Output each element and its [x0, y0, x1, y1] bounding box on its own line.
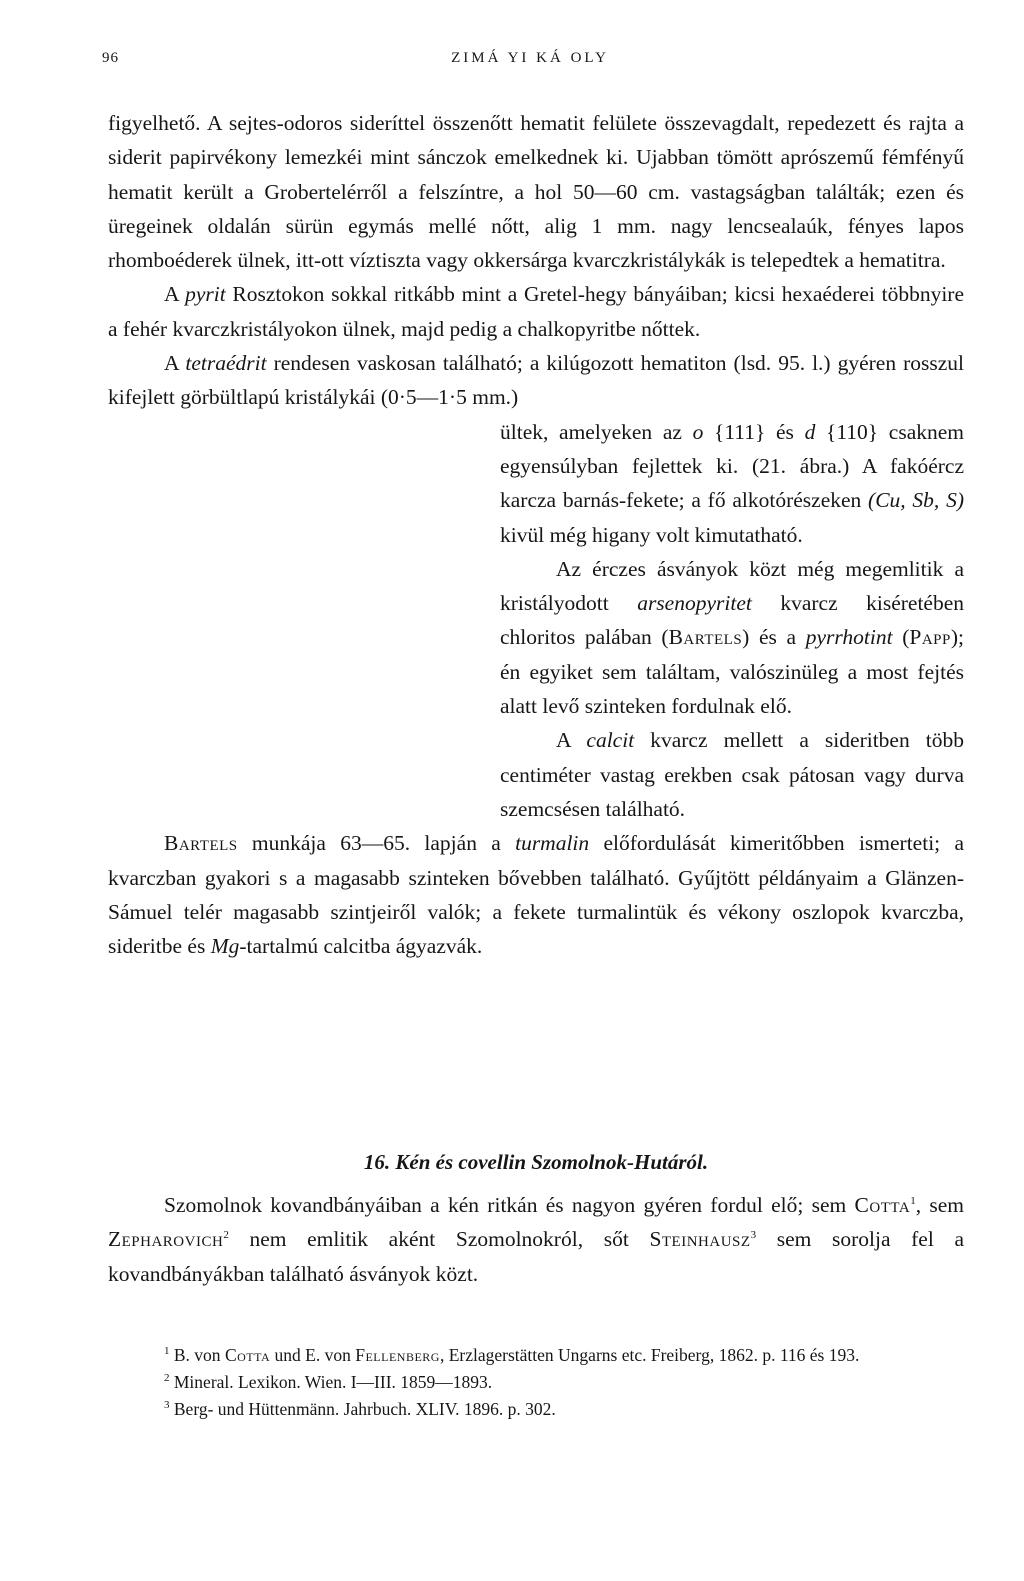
paragraph-calcit: [500, 723, 964, 826]
text: , sem: [915, 1193, 964, 1217]
author-name: Papp: [909, 625, 951, 650]
paragraph-tetraedrit-cont: [500, 415, 964, 552]
footnote-number: 3: [164, 1399, 170, 1412]
footnote-ref: 1: [910, 1194, 916, 1207]
text: előfordulását kimeritőbben ismerteti; a kvarczban gyakori s a magasabb szinteken bővebben található. Gyűjtött példányaim a Glänzen-Sámuel telér magasabb szintjeiről valók; a fekete turmalintük és vékony oszlopok kvarczba, sideritbe és: [108, 831, 964, 959]
text: ültek, amelyeken az: [500, 419, 693, 444]
author-name: Zepharovich: [108, 1227, 224, 1252]
text: A: [164, 351, 186, 376]
mineral-name: turmalin: [515, 831, 590, 856]
symbol: d: [804, 419, 816, 444]
text: sem sorolja fel a kovandbányákban található ásványok közt.: [108, 1227, 964, 1286]
author-name: Bartels: [164, 831, 238, 856]
formula: (Cu, Sb, S): [868, 488, 964, 513]
page-number: 96: [102, 50, 119, 66]
mineral-name: arsenopyritet: [637, 591, 752, 616]
text: kivül még higany volt kimutatható.: [500, 522, 803, 547]
mineral-name: calcit: [586, 728, 635, 753]
text: Mineral. Lexikon. Wien. I—III. 1859—1893.: [169, 1372, 493, 1392]
footnote-number: 2: [164, 1372, 170, 1385]
author-name: Fellenberg: [355, 1345, 440, 1365]
paragraph-ken: [108, 1188, 964, 1291]
mineral-name: pyrrhotint: [805, 625, 893, 650]
author-name: Cotta: [854, 1193, 911, 1217]
element-symbol: Mg: [210, 934, 240, 959]
text: nem emlitik aként Szomolnokról, sőt: [228, 1227, 650, 1252]
footnote-ref: 2: [223, 1229, 229, 1242]
text: B. von: [169, 1345, 225, 1365]
footnote-3: [108, 1396, 964, 1423]
section-heading: 16. Kén és covellin Szomolnok-Hutáról.: [363, 1150, 709, 1174]
footnote-1: [108, 1342, 964, 1369]
footnotes: [108, 1342, 964, 1423]
paragraph-arsenopyrit: [500, 552, 964, 723]
footnote-ref: 3: [750, 1229, 757, 1242]
running-title: ZIMÁ YI KÁ OLY: [451, 50, 609, 66]
author-name: Bartels: [668, 625, 743, 650]
text: A: [164, 282, 186, 307]
footnote-number: 1: [164, 1345, 170, 1358]
text: kvarcz kiséretében chloritos palában (: [500, 591, 965, 650]
symbol: o: [692, 419, 704, 444]
paragraph-tetraedrit: [108, 346, 964, 415]
mineral-name: tetraédrit: [185, 351, 267, 376]
mineral-name: pyrit: [185, 282, 226, 307]
paragraph-hematit: figyelhető. A sejtes-odoros sideríttel összenőtt hematit felülete összevagdalt, repedezett és rajta a siderit papirvékony lemezkéi mint sánczok emelkednek ki. Ujabban tömött aprószemű fémfényű hematit került a Grobertelérről a felszíntre, a hol 50—60 cm. vastagságban találták; ezen és üregeinek oldalán sürün egymás mellé nőtt, alig 1 mm. nagy lencsealaúk, fényes lapos rhomboéderek ülnek, itt-ott víztiszta vagy okkersárga kvarczkristálykák is telepedtek a hematitra.: [108, 111, 964, 273]
text: -tartalmú calcitba ágyazvák.: [239, 934, 483, 959]
paragraph-turmalin: [108, 826, 964, 963]
text: Szomolnok kovandbányáiban a kén ritkán és nagyon gyéren fordul elő; sem: [164, 1193, 855, 1217]
text: {111} és: [703, 419, 805, 444]
text: Berg- und Hüttenmänn. Jahrbuch. XLIV. 1896. p. 302.: [169, 1399, 556, 1419]
text: , Erzlagerstätten Ungarns etc. Freiberg, 1862. p. 116 és 193.: [439, 1345, 860, 1365]
text: {110} csaknem egyensúlyban fejlettek ki. (21. ábra.) A fakóércz karcza barnás-fekete; a fő alkotórészeken: [500, 419, 965, 513]
text: (: [892, 625, 910, 650]
text: kvarcz mellett a sideritben több centiméter vastag erekben csak pátosan vagy durva szemcsésen található.: [500, 728, 964, 821]
text: Rosztokon sokkal ritkább mint a Gretel-hegy bányáiban; kicsi hexaéderei többnyire a fehér kvarczkristályokon ülnek, majd pedig a chalkopyritbe nőttek.: [108, 282, 964, 341]
text: Az érczes ásványok közt még megemlitik a kristályodott: [500, 556, 964, 616]
text: ); én egyiket sem találtam, valószinüleg a most fejtés alatt levő szinteken fordulnak elő.: [500, 625, 964, 719]
section-text: [108, 1188, 964, 1291]
text: rendesen vaskosan található; a kilúgozott hematiton (lsd. 95. l.) gyéren rosszul kifejlett görbültlapú kristálykái (0·5—1·5 mm.): [108, 351, 965, 410]
text: ) és a: [742, 625, 806, 650]
paragraph-pyrit: [108, 277, 964, 346]
page-header: [100, 50, 960, 74]
text: A: [556, 728, 587, 753]
footnote-2: [108, 1369, 964, 1396]
text: munkája 63—65. lapján a: [237, 831, 516, 856]
author-name: Cotta: [224, 1345, 271, 1365]
author-name: Steinhausz: [649, 1227, 751, 1252]
text: und E. von: [270, 1345, 356, 1365]
main-text: [108, 106, 964, 963]
